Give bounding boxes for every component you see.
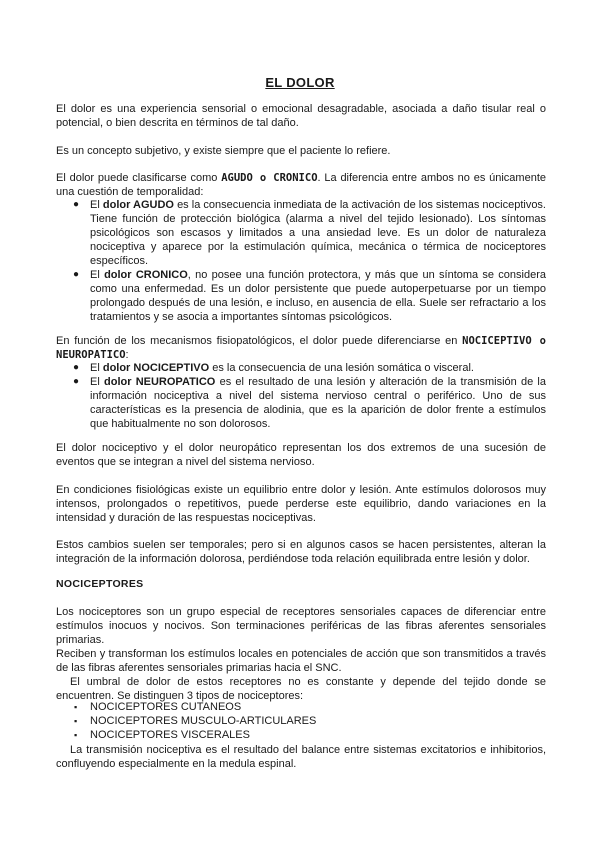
bullet-icon: ● xyxy=(73,362,80,373)
pain-type-list xyxy=(56,198,546,324)
mechanisms-text: En función de los mecanismos fisiopatológicos, el dolor puede diferenciarse en xyxy=(56,335,463,347)
mechanisms-text-end: : xyxy=(125,349,129,361)
bullet-icon: ● xyxy=(73,376,80,387)
nociceptor-type-list xyxy=(56,700,546,742)
document-title: EL DOLOR xyxy=(265,75,335,90)
list-item xyxy=(56,268,546,324)
list-item-bold: dolor AGUDO xyxy=(102,199,174,211)
list-item xyxy=(56,714,546,728)
mechanism-list xyxy=(56,361,546,431)
classification-text: El dolor puede clasificarse como xyxy=(56,172,222,184)
list-item-bold: dolor NEUROPATICO xyxy=(104,376,216,388)
mechanisms-bold: NOCICEPTIVO o NEUROPATICO xyxy=(56,335,546,361)
square-bullet-icon: ▪ xyxy=(74,716,78,726)
bullet-icon: ● xyxy=(73,199,80,210)
paragraph-definition: El dolor es una experiencia sensorial o emocional desagradable, asociada a daño tisular real o potencial, o bien descrita en términos de tal daño. xyxy=(56,103,546,129)
list-item-text: NOCICEPTORES MUSCULO-ARTICULARES xyxy=(90,715,317,727)
bullet-icon: ● xyxy=(73,269,80,280)
list-item-bold: dolor NOCICEPTIVO xyxy=(102,362,210,374)
paragraph-transform: Reciben y transforman los estímulos locales en potenciales de acción que son transmitidos a través de las fibras aferentes sensoriales primarias hacia el SNC. xyxy=(56,648,546,674)
list-item xyxy=(56,198,546,268)
list-item-text: El xyxy=(90,269,105,281)
list-item xyxy=(56,361,546,375)
list-item-text: El xyxy=(90,199,103,211)
paragraph-threshold: El umbral de dolor de estos receptores no es constante y depende del tejido donde se encuentren. Se distinguen 3 tipos de nociceptores: xyxy=(56,676,546,702)
paragraph-subjective: Es un concepto subjetivo, y existe siempre que el paciente lo refiere. xyxy=(56,145,391,157)
list-item-text: , no posee una función protectora, y más que un síntoma se considera como una enfermedad. Es un dolor persistente que puede autoperpetuarse por un tiempo prolongado después de una lesión, e incluso, en ausencia de ella. Suele ser refractario a los tratamientos y se asocia a importantes síntomas psicológicos. xyxy=(90,269,547,323)
list-item xyxy=(56,375,546,431)
paragraph-changes: Estos cambios suelen ser temporales; pero si en algunos casos se hacen persistentes, alteran la integración de la información dolorosa, perdiéndose toda relación equilibrada entre lesión y dolor. xyxy=(56,539,546,565)
list-item-text: El xyxy=(90,376,104,388)
list-item xyxy=(56,728,546,742)
section-heading-nociceptores: NOCICEPTORES xyxy=(56,578,144,590)
list-item-bold: dolor CRONICO xyxy=(104,269,188,281)
paragraph-equilibrium: En condiciones fisiológicas existe un equilibrio entre dolor y lesión. Ante estímulos dolorosos muy intensos, prolongados o repetitivos, puede perderse este equilibrio, dando variaciones en la intensidad y duración de las respuestas nociceptivas. xyxy=(56,484,546,524)
list-item-text: El xyxy=(90,362,103,374)
square-bullet-icon: ▪ xyxy=(74,702,78,712)
classification-text-end: . La diferencia entre ambos no es únicamente una cuestión de temporalidad: xyxy=(56,172,546,198)
paragraph-nociceptors: Los nociceptores son un grupo especial de receptores sensoriales capaces de diferenciar entre estímulos inocuos y nocivos. Son terminaciones periféricas de las fibras aferentes sensoriales primarias. xyxy=(56,606,546,646)
list-item xyxy=(56,700,546,714)
list-item-text: es la consecuencia de una lesión somática o visceral. xyxy=(209,362,474,374)
paragraph-extremes: El dolor nociceptivo y el dolor neuropático representan los dos extremos de una sucesión de eventos que se integran a nivel del sistema nervioso. xyxy=(56,442,546,468)
paragraph-mechanisms xyxy=(56,334,546,362)
list-item-text: es la consecuencia inmediata de la activación de los sistemas nociceptivos. Tiene función de protección biológica (alarma a nivel del tejido lesionado). Los síntomas psicológicos son escasos y limitados a una ansiedad leve. Es un dolor de naturaleza nociceptiva y aparece por la estimulación química, mecánica o térmica de nociceptores específicos. xyxy=(90,199,546,267)
classification-bold: AGUDO o CRONICO xyxy=(221,172,318,184)
paragraph-classification xyxy=(56,171,546,199)
list-item-text: es el resultado de una lesión y alteración de la transmisión de la información nociceptiva a nivel del sistema nervioso central o periférico. Uno de sus características es la presencia de alodinia, que es la aparición de dolor frente a estímulos que habitualmente no son dolorosos. xyxy=(90,376,546,430)
list-item-text: NOCICEPTORES CUTANEOS xyxy=(90,701,242,713)
square-bullet-icon: ▪ xyxy=(74,730,78,740)
list-item-text: NOCICEPTORES VISCERALES xyxy=(90,729,250,741)
paragraph-transmission: La transmisión nociceptiva es el resultado del balance entre sistemas excitatorios e inhibitorios, confluyendo especialmente en la medula espinal. xyxy=(56,744,546,770)
